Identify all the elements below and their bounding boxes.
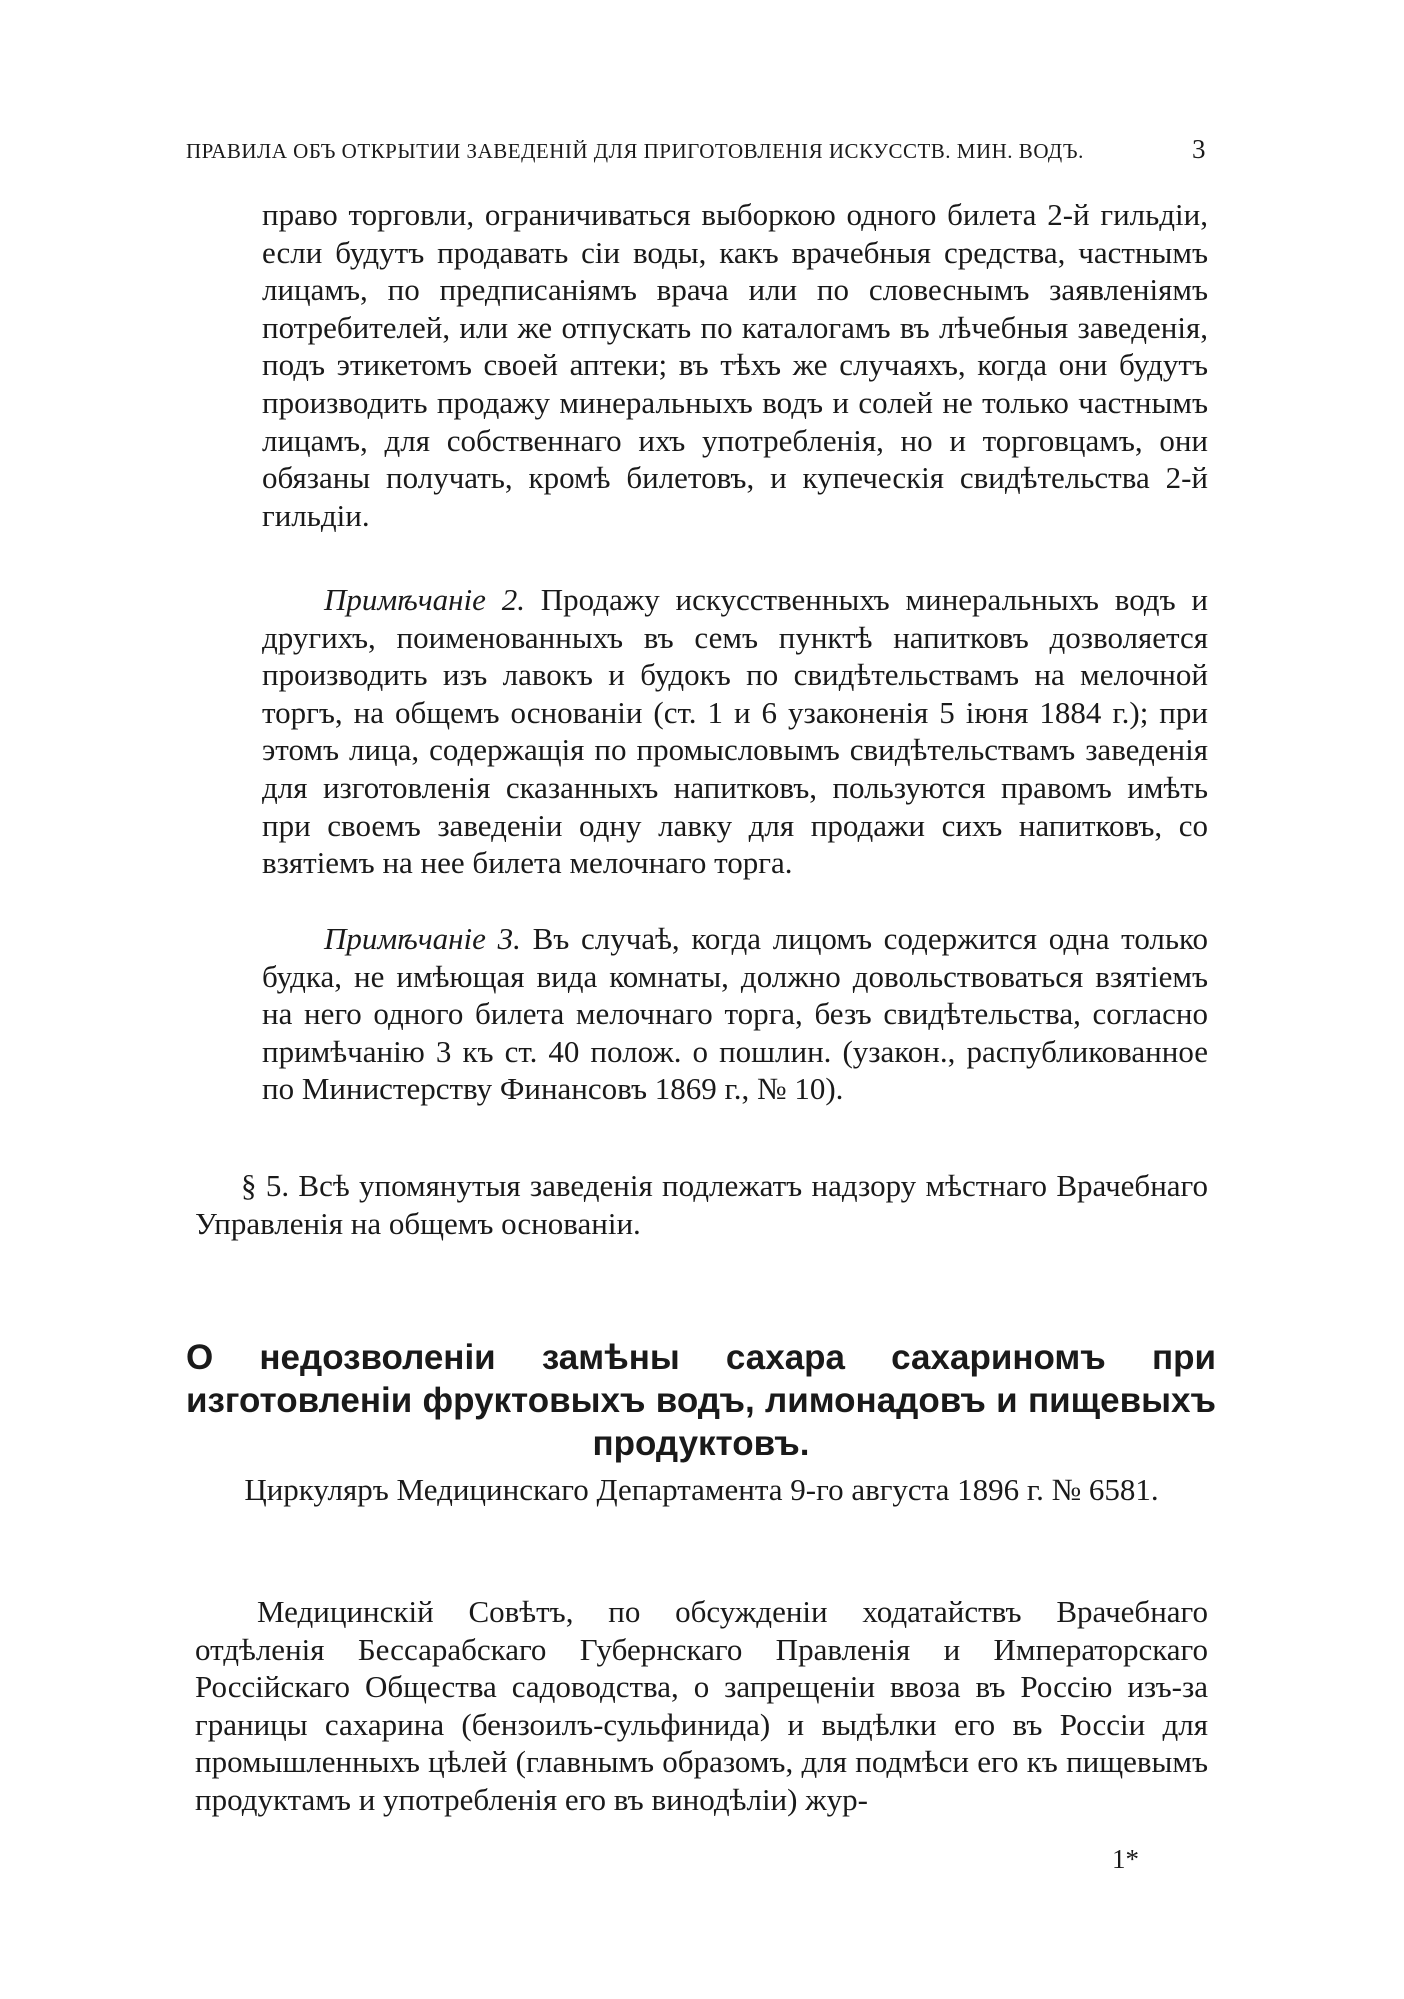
running-head-title: ПРАВИЛА ОБЪ ОТКРЫТИИ ЗАВЕДЕНІЙ ДЛЯ ПРИГОТОВЛЕНІЯ ИСКУССТВ. МИН. ВОДЪ.: [186, 139, 1084, 163]
section-5-text: § 5. Всѣ упомянутыя заведенія подлежатъ надзору мѣстнаго Врачебнаго Управленія на общемъ основаніи.: [195, 1168, 1208, 1241]
section-5: [195, 1167, 1208, 1242]
note-3-paragraph: [262, 920, 1208, 1108]
note-3-text: Въ случаѣ, когда лицомъ содержится одна только будка, не имѣющая вида комнаты, должно довольствоваться взятіемъ на него одного билета мелочнаго торга, безъ свидѣтельства, согласно примѣчанію 3 къ ст. 40 полож. о пошлин. (узакон., распубликованное по Министерству Финансовъ 1869 г., № 10).: [262, 921, 1209, 1107]
note-2-label: Примѣчаніе 2.: [324, 582, 525, 617]
running-head: [186, 134, 1206, 165]
signature-mark: 1*: [1112, 1844, 1139, 1874]
body-paragraph: Медицинскій Совѣтъ, по обсужденіи ходатайствъ Врачебнаго отдѣленія Бессарабскаго Губернскаго Правленія и Императорскаго Россійскаго Общества садоводства, о запрещеніи ввоза въ Россію изъ-за границы сахарина (бензоилъ-сульфинида) и выдѣлки его въ Россіи для промышленныхъ цѣлей (главнымъ образомъ, для подмѣси его къ пищевымъ продуктамъ и употребленія его въ винодѣліи) жур-: [195, 1594, 1208, 1817]
continuation-paragraph-block: [262, 196, 1208, 534]
page-number: 3: [1192, 134, 1206, 164]
note-2: [262, 581, 1208, 882]
note-2-text: Продажу искусственныхъ минеральныхъ водъ и другихъ, поименованныхъ въ семъ пунктѣ напитковъ дозволяется производить изъ лавокъ и будокъ по свидѣтельствамъ на мелочной торгъ, на общемъ основаніи (ст. 1 и 6 узаконенія 5 іюня 1884 г.); при этомъ лица, содержащія по промысловымъ свидѣтельствамъ заведенія для изготовленія сказанныхъ напитковъ, пользуются правомъ имѣть при своемъ заведеніи одну лавку для продажи сихъ напитковъ, со взятіемъ на нее билета мелочнаго торга.: [262, 582, 1209, 881]
circular-reference: Циркуляръ Медицинскаго Департамента 9-го августа 1896 г. № 6581.: [244, 1472, 1159, 1507]
note-2-paragraph: [262, 581, 1208, 882]
body-paragraph-block: [195, 1593, 1208, 1819]
section-heading: О недозволеніи замѣны сахара сахариномъ при изготовленіи фруктовыхъ водъ, лимонадовъ и пищевыхъ продуктовъ.: [186, 1338, 1216, 1463]
note-3-label: Примѣчаніе 3.: [324, 921, 521, 956]
continuation-paragraph: право торговли, ограничиваться выборкою одного билета 2-й гильдіи, если будутъ продавать сіи воды, какъ врачебныя средства, частнымъ лицамъ, по предписаніямъ врача или по словеснымъ заявленіямъ потребителей, или же отпускать по каталогамъ въ лѣчебныя заведенія, подъ этикетомъ своей аптеки; въ тѣхъ же случаяхъ, когда они будутъ производить продажу минеральныхъ водъ и солей не только частнымъ лицамъ, для собственнаго ихъ употребленія, но и торговцамъ, они обязаны получать, кромѣ билетовъ, и купеческія свидѣтельства 2-й гильдіи.: [262, 197, 1208, 533]
note-3: [262, 920, 1208, 1108]
